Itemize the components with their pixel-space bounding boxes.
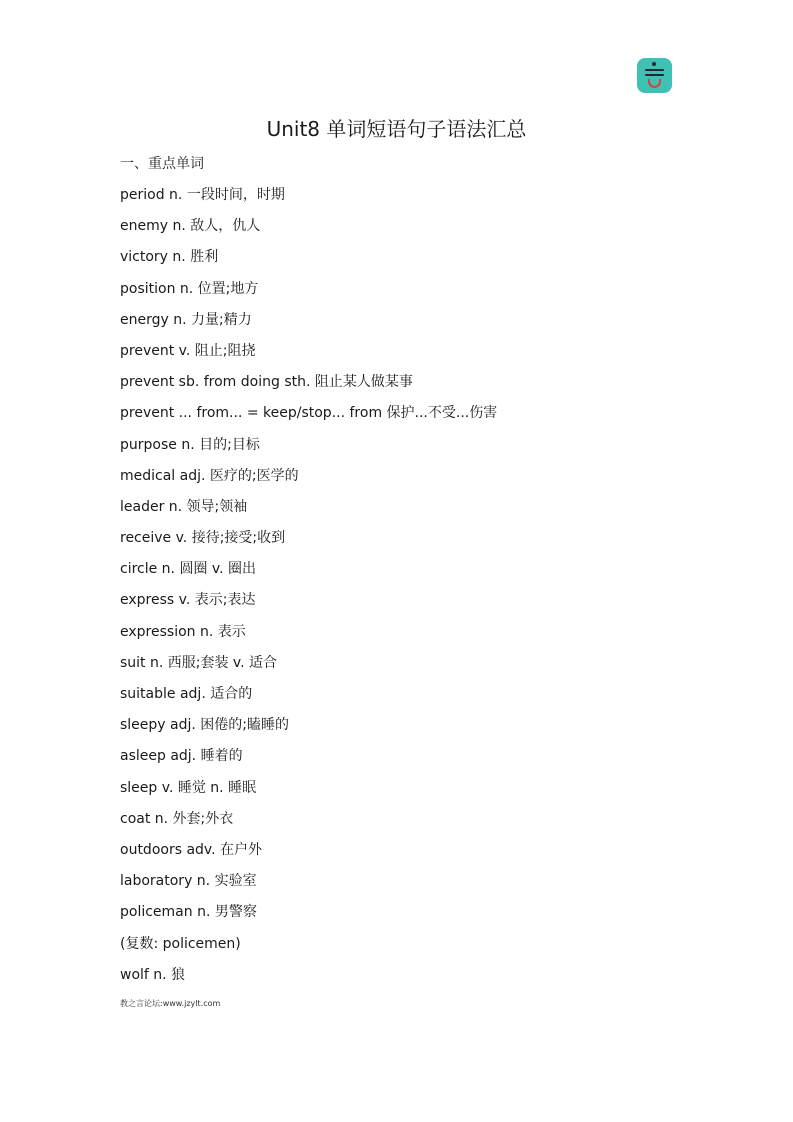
vocab-entry: purpose n. 目的;目标 [120, 436, 260, 453]
vocab-entry: suit n. 西服;套装 v. 适合 [120, 654, 278, 671]
vocab-entry: expression n. 表示 [120, 623, 246, 640]
vocab-entry: medical adj. 医疗的;医学的 [120, 467, 299, 484]
logo-bar [645, 69, 664, 71]
page-title: Unit8 单词短语句子语法汇总 [266, 117, 527, 141]
vocab-entry: sleepy adj. 困倦的;瞌睡的 [120, 717, 290, 734]
vocab-entry: coat n. 外套;外衣 [120, 810, 234, 827]
vocab-entry: circle n. 圆圈 v. 圈出 [120, 561, 257, 578]
vocab-entry: position n. 位置;地方 [120, 280, 259, 297]
vocab-entry: outdoors adv. 在户外 [120, 841, 263, 858]
vocab-entry: period n. 一段时间，时期 [120, 187, 285, 203]
page-footer: 教之言论坛:www.jzylt.com [120, 999, 221, 1008]
vocab-entry: prevent sb. from doing sth. 阻止某人做某事 [120, 374, 413, 391]
vocab-entry: suitable adj. 适合的 [120, 686, 253, 702]
vocab-entry: receive v. 接待;接受;收到 [120, 530, 286, 547]
vocab-entry: (复数: policemen) [120, 935, 241, 952]
vocab-entry: asleep adj. 睡着的 [120, 748, 243, 765]
vocab-entry: express v. 表示;表达 [120, 592, 256, 609]
vocab-entry: prevent ... from... = keep/stop... from 保护...不受...伤害 [120, 405, 498, 422]
logo-bar [645, 74, 664, 76]
vocab-entry: victory n. 胜利 [120, 249, 219, 266]
section-heading: 一、重点单词 [120, 156, 204, 172]
logo-smile [648, 79, 661, 88]
site-logo-icon [637, 58, 672, 93]
vocab-entry: policeman n. 男警察 [120, 904, 257, 921]
logo-dot [652, 62, 656, 66]
vocab-entry: wolf n. 狼 [120, 966, 186, 983]
vocab-entry: laboratory n. 实验室 [120, 873, 257, 890]
vocabulary-list [120, 185, 497, 996]
vocab-entry: sleep v. 睡觉 n. 睡眠 [120, 779, 257, 796]
vocab-entry: leader n. 领导;领袖 [120, 498, 248, 515]
vocab-entry: prevent v. 阻止;阻挠 [120, 342, 256, 359]
vocab-entry: enemy n. 敌人，仇人 [120, 218, 261, 235]
vocab-entry: energy n. 力量;精力 [120, 311, 252, 328]
